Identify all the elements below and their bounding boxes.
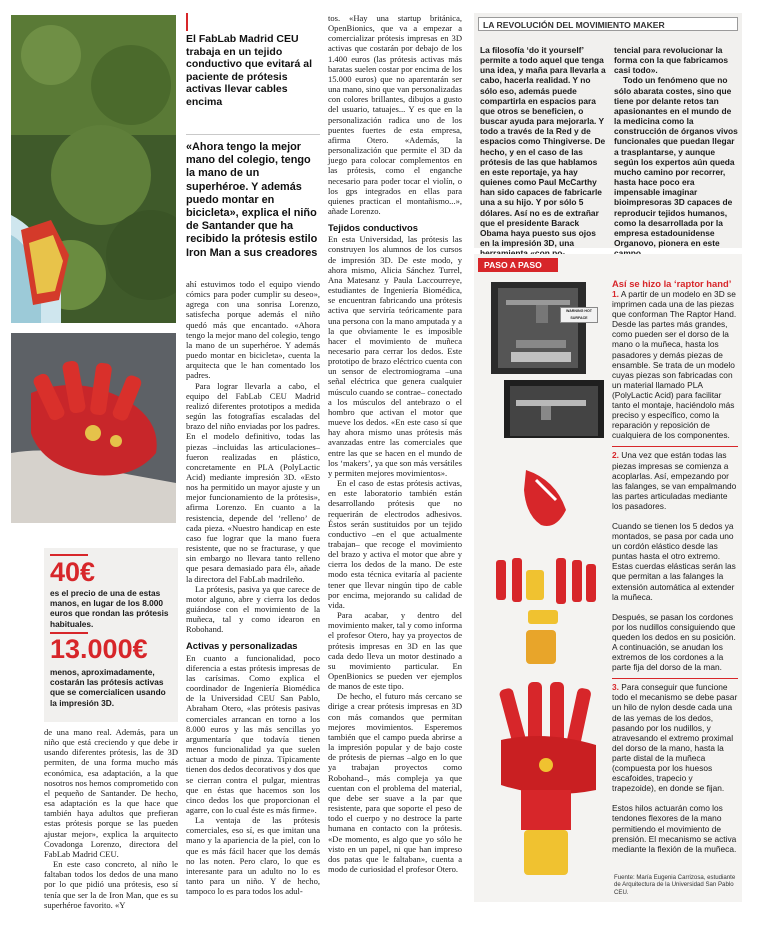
stat-40-text: es el precio de una de estas manos, en lugar de los 8.000 euros que rondan las prótesis habituales. (50, 588, 169, 629)
paragraph: En el caso de estas prótesis activas, en este laboratorio también están desarrollando prótesis que no requerirán de electrodos adhesivos. Éstos serán sustituidos por un tejido conductivo –en el que actualmente trabajan– que recoge el movimiento del brazo y activa el motor que abre y cierra los dedos de la mano. De este modo esta técnica evitaría al paciente tener que llevar ningún tipo de cable por encima, mejorando su calidad de vida. (328, 478, 462, 610)
illustration-assembled-hand (486, 680, 611, 880)
paso-label: PASO A PASO (478, 258, 558, 272)
step-divider (612, 446, 738, 447)
step-number: 3. (612, 682, 619, 693)
step-text: Después, se pasan los cordones por los nudillos consiguiendo que queden los dedos en su posición. A continuación, se anudan los extremos de los cordones a la parte fija del dorso de la man. (612, 611, 736, 673)
column-2-text (186, 279, 320, 896)
step-text: Estos hilos actuarán como los tendones flexores de la mano permitiendo el movimiento de prensión. El mecanismo se activa mediante la flexión de la muñeca. (612, 803, 737, 854)
stats-box (44, 548, 178, 722)
illustration-hand-parts (486, 460, 606, 670)
step-2 (612, 450, 738, 511)
paragraph: De hecho, el futuro más cercano se dirige a crear prótesis impresas en 3D con más comandos que permitan mejores movimientos. Esperemos también que el campo pueda abrirse a la impresión popular y de bajo coste de prótesis de piernas –algo en lo que ya trabajan proyectos como Robohand–, más compleja ya que cuentan con el problema del material, que debe ser suave a la par que resistente, para que soporte el peso de todo el cuerpo y no destroce la parte humana en contacto con la prótesis. «De momento, es algo que yo sólo he visto en un papel, ni que han impreso dos patas que le faltaban», cuenta a modo de curiosidad el profesor Otero. (328, 691, 462, 874)
step-text: A partir de un modelo en 3D se imprimen cada una de las piezas que conforman The Raptor Hand. Desde las partes más grandes, como pueden ser el dorso de la mano o la muñeca, hasta los pasadores y demás piezas de ensamble. Se trata de un modelo cuyas piezas son fabricadas con un material llamado PLA (PolyLactic Acid) para facilitar tanto el montaje, haciéndolo más preciso y específico, como la reparación y reposición de cualquiera de los componentes. (612, 289, 737, 441)
column-3-text (328, 13, 462, 874)
maker-box-right-text (614, 45, 738, 258)
stat-40-value: 40€ (50, 557, 96, 587)
subheading-activas: Activas y personalizadas (186, 640, 298, 652)
printer-warning-label: WARNING HOT SURFACE (560, 307, 598, 323)
paragraph: En esta Universidad, las prótesis las construyen los alumnos de los cursos de impresión 3D. De este modo, y ahora mismo, Alicia Sánchez Turrel, Ana Matesanz y Paula Laccourreye, estudiantes de Ingeniería Biomédica, se encuentran fabricando una prótesis activa que serviría teóricamente para una persona con la mano amputada y a la que obviamente le es imposible hacer el movimiento de muñeca necesario para cerrar los dedos. Este prototipo de brazo eléctrico cuenta con un sensor de electromiograma –una señal eléctrica que genera cualquier músculo cuando se contrae– conectado a los músculos del antebrazo o el hombro que activan el motor que mueve los dedos. «En este caso sí que hay ahora mismo unas prótesis más avanzadas entre las comerciales que entre las que se hacen en el mundo de los ‘makers’, ya que son más versátiles y permiten mejores movimientos». (328, 234, 462, 478)
paragraph: Para lograr llevarla a cabo, el equipo del FabLab CEU Madrid realizó diferentes prototipos a medida según las fotografías escaladas del brazo del niño enviadas por los padres. En el modelo definitivo, todas las piezas –incluidas las articulaciones– fueron realizadas en plástico, concretamente en PLA (PolyLactic Acid) mediante impresión 3D. «Esto nos ha permitido un mayor ajuste y un mejor funcionamiento de la prótesis», afirma Lorenzo. En cuanto a la resistencia, depende del ‘relleno’ de cada pieza. «Nuestro handicap en este caso fue lograr que la mano fuera resistente, que no se fracturase, y que sin embargo no llevara tanto relleno que pesara demasiado para él», añade la directora del FabLab madrileño. (186, 380, 320, 584)
step-text: Cuando se tienen los 5 dedos ya montados, se pasa por cada uno un cordón elástico desde las puntas hasta el otro extremo. Estas cuerdas elásticas serán las que permitan a las falanges la extensión automática al extender la muñeca. (612, 520, 736, 602)
stat-rule (50, 554, 88, 556)
step-3b (612, 803, 738, 853)
caption-deck: El FabLab Madrid CEU trabaja en un tejido conductivo que evitará al paciente de prótesis activas llevar cables encima (186, 33, 313, 108)
paragraph: La ventaja de las prótesis comerciales, eso sí, es que imitan una mano y la apariencia de la piel, con lo que es más fácil hacer que los demás no las noten. Pero claro, lo que es interesante para un adulto no lo es tanto para un niño. Y de hecho, tampoco lo es para todos los adul- (186, 815, 320, 897)
stat-13000-value: 13.000€ (50, 634, 148, 664)
stat-13000-text: menos, aproximadamente, costarán las prótesis activas que se comercialicen usando la impresión 3D. (50, 667, 166, 708)
paragraph: ahí estuvimos todo el equipo viendo cómics para poder cumplir su deseo», agrega con una sonrisa Lorenzo, satisfecha porque además el niño quedó más que encantado. «Ahora tengo la mejor mano del colegio, tengo la mano de un superhéroe. Y además puedo montar en bicicleta», cuenta la arquitecta que le han comentado los padres. (186, 279, 320, 381)
step-divider (612, 678, 738, 679)
paragraph: Todo un fenómeno que no sólo abarata costes, sino que tiene por delante retos tan apasionantes en el mundo de la medicina como la construcción de órganos vivos funcionales que puedan llegar a trasplantarse, y aunque según los expertos aún queda mucho camino por recorrer, hasta hace poco era impensable imaginar bioimpresoras 3D capaces de reproducir tejidos humanos, como la desarrollada por la empresa estadounidense Organovo, pionera en este (614, 75, 738, 248)
paragraph: de una mano real. Además, para un niño que está creciendo y que debe ir usando diferentes prótesis, las de 3D permiten, de una forma mucho más económica, esa adaptación, a la que nosotros nos hemos comprometido con el pequeño de Santander. De hecho, esa adaptación es la que hace que también haya adultos que prefieran estas prótesis porque se las pueden ajustar mejor», explica la arquitecto Covadonga Lorenzo, directora del FabLab Madrid CEU. (44, 727, 178, 859)
photo-boy-with-prosthesis (11, 15, 176, 323)
paragraph: tencial para revolucionar la forma con la que fabricamos casi todo». (614, 45, 729, 76)
paso-source: Fuente: María Eugenia Carrizosa, estudiante de Arquitectura de la Universidad San Pablo CEU. (614, 874, 736, 896)
step-number: 2. (612, 450, 619, 461)
paragraph: En cuanto a funcionalidad, poco diferencia a estas prótesis impresas de las carísimas. Como explica el coordinador de Ingeniería Biomédica de la Universidad CEU San Pablo, Abraham Otero, «las prótesis pasivas comerciales arrancan en torno a los 8.000 euros y las más sencillas yo argumentaría que todavía tienen menos funcionalidad ya que suelen actuar a modo de pinza. Típicamente tienen dos dedos decorativos y dos que se cierran contra el pulgar, mientras que en éstas que hacemos son los cinco dedos los que proporcionan el agarre, con lo cual éste es más firme». (186, 652, 320, 815)
paragraph: Para acabar, y dentro del movimiento maker, tal y como informa el profesor Otero, hay ya proyectos de prótesis impresas en 3D en las que cada dedo lleva un motor destinado a su movimiento particular. En OpenBionics se pueden ver ejemplos de manos de este tipo. (328, 610, 462, 692)
step-text: Una vez que están todas las piezas impresas se comienza a acoplarlas. Así, empezando por las falanges, se van empalmando las partes articuladas mediante los pasadores. (612, 450, 737, 511)
paragraph: En este caso concreto, al niño le faltaban todos los dedos de una mano por lo que pidió una prótesis, eso sí tenía que ser la de Iron Man, que es su superhéroe favorito. «Y (44, 859, 178, 910)
paso-steps (612, 289, 738, 854)
paragraph: tos. «Hay una startup británica, OpenBionics, que va a empezar a comercializar prótesis impresas en 3D activas que costarán por debajo de los 1.400 euros (las prótesis activas más baratas suelen costar por encima de los 15.000 euros) que no aparentarán ser una mano, sino que van personalizadas con colores brillantes, dibujos a gusto del usuario, tatuajes... Y es que en la personalización radica uno de los puentes fuertes de esta empresa, afirma Otero. «Además, la personalización que permite el 3D da juego para colocar complementos en las prótesis, como el enganche necesario para poder tocar el violín, o los gps integrados en ellas para quienes practican el montañismo...», añade Lorenzo. (328, 13, 462, 216)
subheading-tejidos: Tejidos conductivos (328, 222, 418, 234)
photo-red-prosthetic-hand (11, 333, 176, 523)
step-2c (612, 612, 738, 673)
pull-quote: «Ahora tengo la mejor mano del colegio, tengo la mano de un superhéroe. Y además puedo montar en bicicleta», explica el niño de Santander que ha recibido la prótesis estilo Iron Man a sus creadores (186, 141, 318, 259)
maker-box-title: LA REVOLUCIÓN DEL MOVIMIENTO MAKER (478, 17, 738, 31)
step-2b (612, 521, 738, 602)
step-number: 1. (612, 289, 619, 299)
step-text: Para conseguir que funcione todo el mecanismo se debe pasar un hilo de nylon desde cada una de las yemas de los dedos, pasando por los nudillos, y atravesando el extremo proximal del dorso de la mano, hasta la parte distal de la muñeca (compuesta por los huesos escafoides, trapecio y trapezoide), en donde se fijan. (612, 682, 738, 794)
maker-box-left-text: La filosofía ‘do it yourself’ permite a todo aquel que tenga una idea, y maña para llevarla a cabo, hacerla realidad. Y no sólo eso, además puede compartirla en espacios para que otros se beneficien, o buscar ayuda para mejorarla. Y todo a través de la Red y de espacios como Thingiverse. De hecho, y en el caso de las prótesis de las que hablamos en este reportaje, ya hay quienes como Paul McCarthy han sido capaces de fabricarle una a su hijo. Y por sólo 5 dólares. Así no es de extrañar que el presidente Barack Obama haya puesto sus ojos en la impresión 3D, una (480, 45, 606, 248)
photo-3d-printer (486, 280, 606, 440)
column-2-top-rule (186, 13, 188, 31)
pull-quote-rule (186, 134, 320, 135)
paso-heading: Así se hizo la ‘raptor hand’ (612, 278, 732, 289)
paragraph: La prótesis, pasiva ya que carece de motor alguno, abre y cierra los dedos guiándose con el movimiento de la muñeca, tal y como idearon en Robohand. (186, 583, 320, 635)
step-3 (612, 682, 738, 793)
column-1-text (44, 727, 178, 910)
step-1 (612, 289, 738, 440)
